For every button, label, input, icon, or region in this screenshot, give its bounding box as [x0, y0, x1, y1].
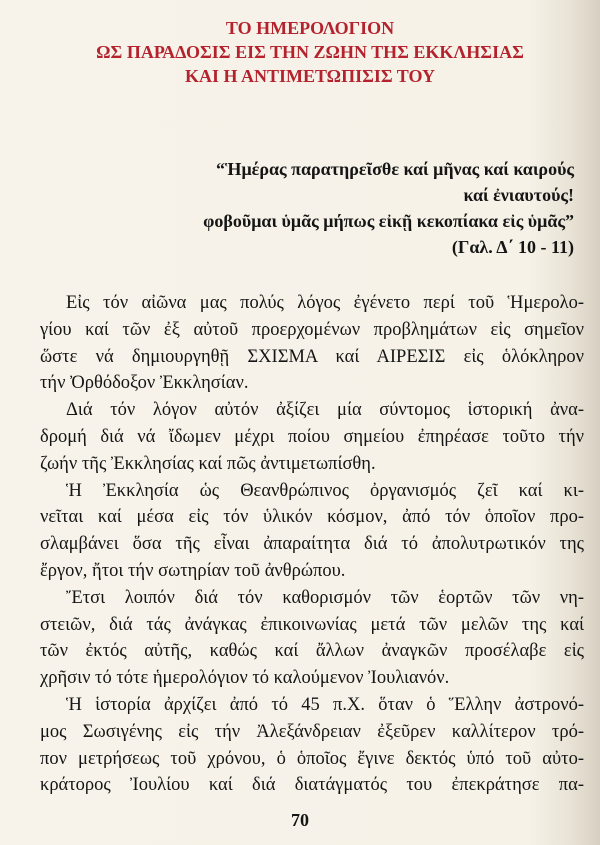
chapter-title	[40, 16, 580, 88]
text-line: στειῶν, διά τάς ἀνάγκας ἐπικοινωνίας μετά τῶν μελῶν της καί	[40, 614, 584, 635]
text-line: νεῖται καί μέσα εἰς τόν ὑλικόν κόσμον, ἀπό τόν ὁποῖον προ-	[40, 507, 584, 528]
text-line: Ἡ Ἐκκλησία ὡς Θεανθρώπινος ὀργανισμός ζεῖ καί κι-	[66, 480, 584, 501]
text-line: σλαμβάνει ὅσα τῆς εἶναι ἀπαραίτητα διά τό ἀπολυτρωτικόν της	[40, 534, 584, 555]
paragraph-2	[40, 397, 584, 477]
paragraph-1	[40, 290, 584, 397]
text-line: μος Σωσιγένης εἰς τήν Ἀλεξάνδρειαν ἐξεῦρεν καλλίτερον τρό-	[40, 721, 584, 742]
text-line: Ἡ ἱστορία ἀρχίζει ἀπό τό 45 π.Χ. ὅταν ὁ Ἕλλην ἀστρονό-	[66, 694, 584, 715]
text-line: τῶν ἐκτός αὐτῆς, καθώς καί ἄλλων ἀναγκῶν προσέλαβε εἰς	[40, 641, 584, 662]
title-line-1: ΤΟ ΗΜΕΡΟΛΟΓΙΟΝ	[225, 18, 395, 38]
epigraph-line-1: “Ἡμέρας παρατηρεῖσθε καί μῆνας καί καιρούς	[216, 159, 574, 179]
text-line: πον μετρήσεως τοῦ χρόνου, ὁ ὁποῖος ἔγινε δεκτός ὑπό τοῦ αὐτο-	[40, 748, 584, 769]
epigraph-line-3: φοβοῦμαι ὑμᾶς μήπως εἰκῇ κεκοπίακα εἰς ὑμᾶς”	[203, 211, 574, 231]
text-line: ὥστε νά δημιουργηθῇ ΣΧΙΣΜΑ καί ΑΙΡΕΣΙΣ εἰς ὁλόκληρον	[40, 346, 584, 367]
text-line: Διά τόν λόγον αὐτόν ἀξίζει μία σύντομος ἱστορική ἀνα-	[66, 400, 584, 421]
text-line: ἔργον, ἤτοι τήν σωτηρίαν τοῦ ἀνθρώπου.	[40, 560, 346, 581]
text-line: κράτορος Ἰουλίου καί διά διατάγματός του ἐπεκράτησε πα-	[40, 775, 584, 796]
epigraph-quote	[94, 156, 574, 260]
title-line-2: ΩΣ ΠΑΡΑΔΟΣΙΣ ΕΙΣ ΤΗΝ ΖΩΗΝ ΤΗΣ ΕΚΚΛΗΣΙΑΣ	[96, 42, 524, 62]
epigraph-line-2: καί ἐνιαυτούς!	[463, 185, 574, 205]
text-line: Ἔτσι λοιπόν διά τόν καθορισμόν τῶν ἑορτῶν τῶν νη-	[66, 587, 584, 608]
body-text	[40, 290, 584, 799]
paragraph-3	[40, 478, 584, 585]
paragraph-5	[40, 692, 584, 799]
text-line: ζωήν τῆς Ἐκκλησίας καί πῶς ἀντιμετωπίσθη.	[40, 453, 376, 474]
text-line: γίου καί τῶν ἐξ αὐτοῦ προερχομένων προβλημάτων εἰς σημεῖον	[40, 319, 584, 340]
text-line: δρομή διά νά ἴδωμεν μέχρι ποίου σημείου ἐπηρέασε τοῦτο τήν	[40, 426, 584, 447]
paragraph-4	[40, 585, 584, 692]
text-line: Εἰς τόν αἰῶνα μας πολύς λόγος ἐγένετο περί τοῦ Ἡμερολο-	[66, 293, 584, 313]
text-line: χρῆσιν τό τότε ἡμερολόγιον τό καλούμενον Ἰουλιανόν.	[40, 668, 450, 689]
title-line-3: ΚΑΙ Η ΑΝΤΙΜΕΤΩΠΙΣΙΣ ΤΟΥ	[184, 66, 436, 86]
epigraph-citation: (Γαλ. Δ΄ 10 - 11)	[451, 237, 574, 257]
text-line: τήν Ὀρθόδοξον Ἐκκλησίαν.	[40, 373, 249, 394]
page-number: 70	[291, 810, 309, 830]
